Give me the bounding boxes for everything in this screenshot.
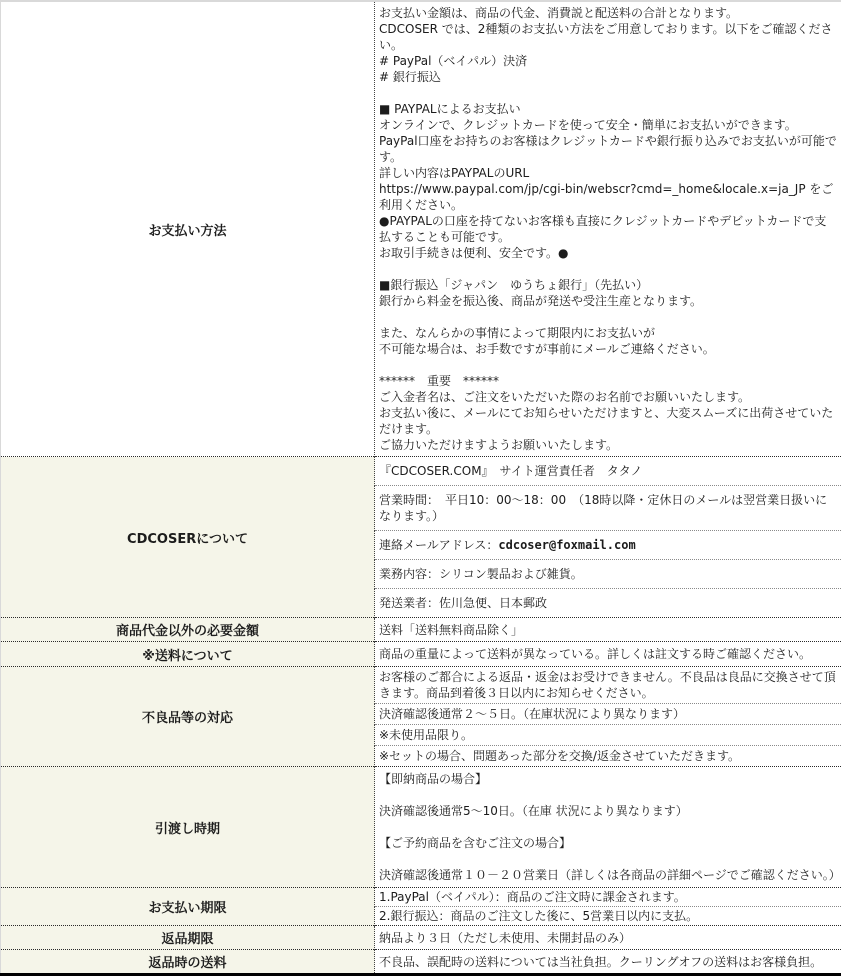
text-line: また、なんらかの事情によって期限内にお支払いが [379, 325, 837, 341]
content-cell [375, 704, 841, 725]
content-cell [375, 1, 841, 457]
section-label: ※送料について [1, 642, 375, 667]
content-cell [375, 642, 841, 667]
content-cell [375, 767, 841, 888]
text-line: ****** 重要 ****** [379, 373, 837, 389]
table-row [1, 618, 841, 642]
content-cell [375, 589, 841, 618]
text-line [379, 85, 837, 101]
email-address: cdcoser@foxmail.com [498, 538, 635, 552]
text-line [379, 819, 837, 835]
text-line [379, 309, 837, 325]
text-line: ご入金者名は、ご注文をいただいた際のお名前でお願いいたします。 [379, 389, 837, 405]
text-line: ■銀行振込「ジャパン ゆうちょ銀行」（先払い） [379, 277, 837, 293]
content-cell [375, 950, 841, 975]
text-line [379, 357, 837, 373]
text-line: 【ご予約商品を含むご注文の場合】 [379, 835, 837, 851]
text-line: 発送業者：佐川急便、日本郵政 [379, 595, 837, 611]
table-row [1, 1, 841, 457]
table-row [1, 642, 841, 667]
content-cell [375, 457, 841, 486]
text-line: 2.銀行振込：商品のご注文した後に、5営業日以内に支払。 [379, 908, 837, 924]
table-row [1, 767, 841, 888]
text-line: ■ PAYPALによるお支払い [379, 101, 837, 117]
text-line: お支払い後に、メールにてお知らせいただけますと、大変スムーズに出荷させていただけます。 [379, 405, 837, 437]
text-line: # PayPal（ベイパル）決済 [379, 53, 837, 69]
table-row [1, 888, 841, 907]
text-line: お支払い金額は、商品の代金、消費説と配送料の合計となります。 [379, 5, 837, 21]
text-line: 1.PayPal（ベイパル）：商品のご注文時に課金されます。 [379, 889, 837, 905]
text-line: 決済確認後通常１０－２０営業日（詳しくは各商品の詳細ページでご確認ください。） [379, 867, 837, 883]
text-line: 『CDCOSER.COM』 サイト運営責任者 タタノ [379, 463, 837, 479]
content-cell [375, 667, 841, 704]
text-line: 業務内容：シリコン製品および雑貨。 [379, 566, 837, 582]
email-label: 連絡メールアドレス： [379, 538, 498, 552]
content-cell [375, 618, 841, 642]
section-label: お支払い期限 [1, 888, 375, 926]
text-line: お客様のご都合による返品・返金はお受けできません。不良品は良品に交換させて頂きます。商品到着後３日以内にお知らせください。 [379, 669, 837, 701]
content-cell [375, 560, 841, 589]
text-line [379, 261, 837, 277]
text-line: オンラインで、クレジットカードを使って安全・簡単にお支払いができます。 [379, 117, 837, 133]
text-line: PayPal口座をお持ちのお客様はクレジットカードや銀行振り込みでお支払いが可能です。 [379, 133, 837, 165]
text-line: 商品の重量によって送料が異なっている。詳しくは註文する時ご確認ください。 [379, 646, 837, 662]
table-row [1, 457, 841, 486]
section-label: 不良品等の対応 [1, 667, 375, 767]
text-line: 【即納商品の場合】 [379, 771, 837, 787]
content-cell [375, 725, 841, 746]
content-cell [375, 486, 841, 531]
text-line: 送料「送料無料商品除く」 [379, 622, 837, 638]
text-line [379, 787, 837, 803]
text-line: 不良品、誤配時の送料については当社負担。クーリングオフの送料はお客様負担。 [379, 954, 837, 970]
text-line: お取引手続きは便利、安全です。● [379, 245, 837, 261]
section-label: 返品期限 [1, 926, 375, 950]
text-line: https://www.paypal.com/jp/cgi-bin/webscr?cmd=_home&locale.x=ja_JP をご利用ください。 [379, 181, 837, 213]
text-line: 納品より３日（ただし未使用、未開封品のみ） [379, 930, 837, 946]
section-label: CDCOSERについて [1, 457, 375, 618]
text-line: 決済確認後通常5～10日。（在庫 状況により異なります） [379, 803, 837, 819]
text-line: ※未使用品限り。 [379, 727, 837, 743]
content-cell [375, 531, 841, 560]
text-line: 銀行から料金を振込後、商品が発送や受注生産となります。 [379, 293, 837, 309]
text-line: ●PAYPALの口座を持てないお客様も直接にクレジットカードやデビットカードで支払することも可能です。 [379, 213, 837, 245]
content-cell [375, 746, 841, 767]
text-line: 営業時間： 平日10：00～18：00 （18時以降・定休日のメールは翌営業日扱いになります。） [379, 492, 837, 524]
section-label: 商品代金以外の必要金額 [1, 618, 375, 642]
section-label: 引渡し時期 [1, 767, 375, 888]
table-row [1, 926, 841, 950]
shop-policy-table-body [1, 1, 841, 975]
text-line: CDCOSER では、2種類のお支払い方法をご用意しております。以下をご確認ください。 [379, 21, 837, 53]
content-cell [375, 926, 841, 950]
text-line: ご協力いただけますようお願いいたします。 [379, 437, 837, 453]
text-line: 決済確認後通常２～５日。（在庫状況により異なります） [379, 706, 837, 722]
text-line [379, 851, 837, 867]
section-label: お支払い方法 [1, 1, 375, 457]
text-line: 詳しい内容はPAYPALのURL [379, 165, 837, 181]
table-row [1, 950, 841, 975]
table-row [1, 667, 841, 704]
text-line: 不可能な場合は、お手数ですが事前にメールご連絡ください。 [379, 341, 837, 357]
text-line: # 銀行振込 [379, 69, 837, 85]
section-label: 返品時の送料 [1, 950, 375, 975]
content-cell [375, 888, 841, 907]
text-line: ※セットの場合、問題あった部分を交換/返金させていただきます。 [379, 748, 837, 764]
content-cell [375, 907, 841, 926]
